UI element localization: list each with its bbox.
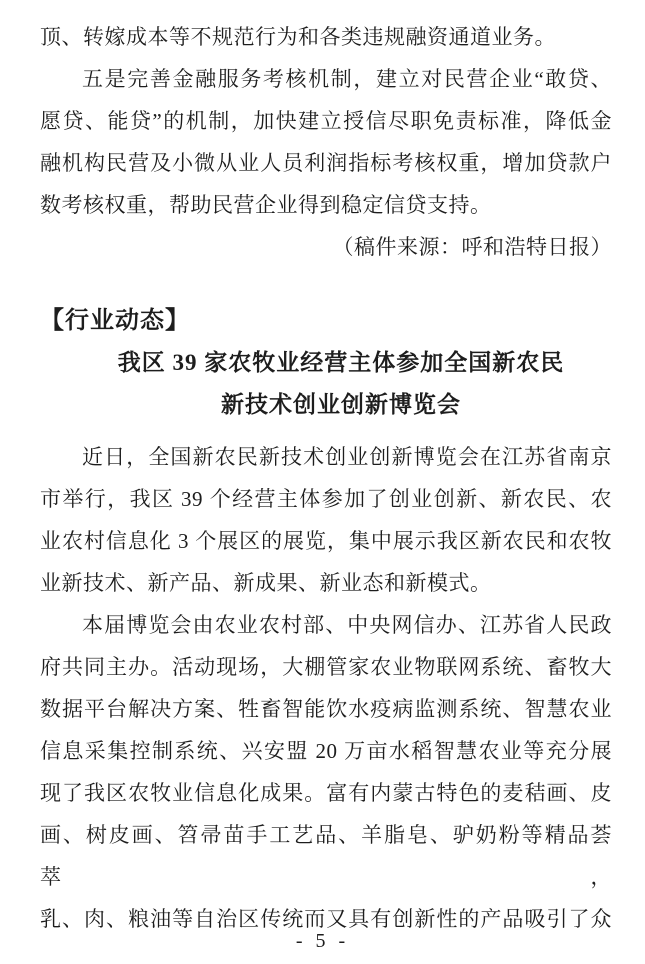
text-line: 融机构民营及小微从业人员利润指标考核权重，增加贷款户 — [40, 151, 612, 175]
text-line: 信息采集控制系统、兴安盟 20 万亩水稻智慧农业等充分展 — [40, 739, 612, 763]
paragraph-point-five — [40, 58, 612, 226]
text-line: 画、树皮画、笤帚苗手工艺品、羊脂皂、驴奶粉等精品荟萃， — [40, 823, 612, 889]
paragraph-financial-continuation — [40, 16, 612, 58]
text-line: 五是完善金融服务考核机制，建立对民营企业“敢贷、 — [82, 67, 612, 91]
text-line: 府共同主办。活动现场，大棚管家农业物联网系统、畜牧大 — [40, 655, 612, 679]
text-line: 乳、肉、粮油等自治区传统而又具有创新性的产品吸引了众 — [40, 907, 612, 931]
text-line: 现了我区农牧业信息化成果。富有内蒙古特色的麦秸画、皮 — [40, 781, 612, 805]
page-number: - 5 - — [295, 930, 350, 952]
section-header-industry-news: 【行业动态】 — [40, 308, 190, 334]
text-line: 业新技术、新产品、新成果、新业态和新模式。 — [40, 571, 492, 595]
text-line: 市举行，我区 39 个经营主体参加了创业创新、新农民、农 — [40, 487, 612, 511]
text-line: 本届博览会由农业农村部、中央网信办、江苏省人民政 — [82, 613, 612, 637]
paragraph-expo-intro — [40, 436, 612, 604]
text-line: 业农村信息化 3 个展区的展览，集中展示我区新农民和农牧 — [40, 529, 612, 553]
article-title-line1: 我区 39 家农牧业经营主体参加全国新农民 — [117, 350, 565, 375]
text-line: 数据平台解决方案、牲畜智能饮水疫病监测系统、智慧农业 — [40, 697, 612, 721]
text-line: 近日，全国新农民新技术创业创新博览会在江苏省南京 — [82, 445, 612, 469]
article-title-line2: 新技术创业创新博览会 — [221, 392, 461, 417]
text-line: 数考核权重，帮助民营企业得到稳定信贷支持。 — [40, 193, 492, 217]
source-attribution: （稿件来源：呼和浩特日报） — [332, 235, 612, 259]
paragraph-expo-details — [40, 604, 612, 940]
text-line: 愿贷、能贷”的机制，加快建立授信尽职免责标准，降低金 — [40, 109, 612, 133]
text-line: 顶、转嫁成本等不规范行为和各类违规融资通道业务。 — [40, 25, 556, 49]
